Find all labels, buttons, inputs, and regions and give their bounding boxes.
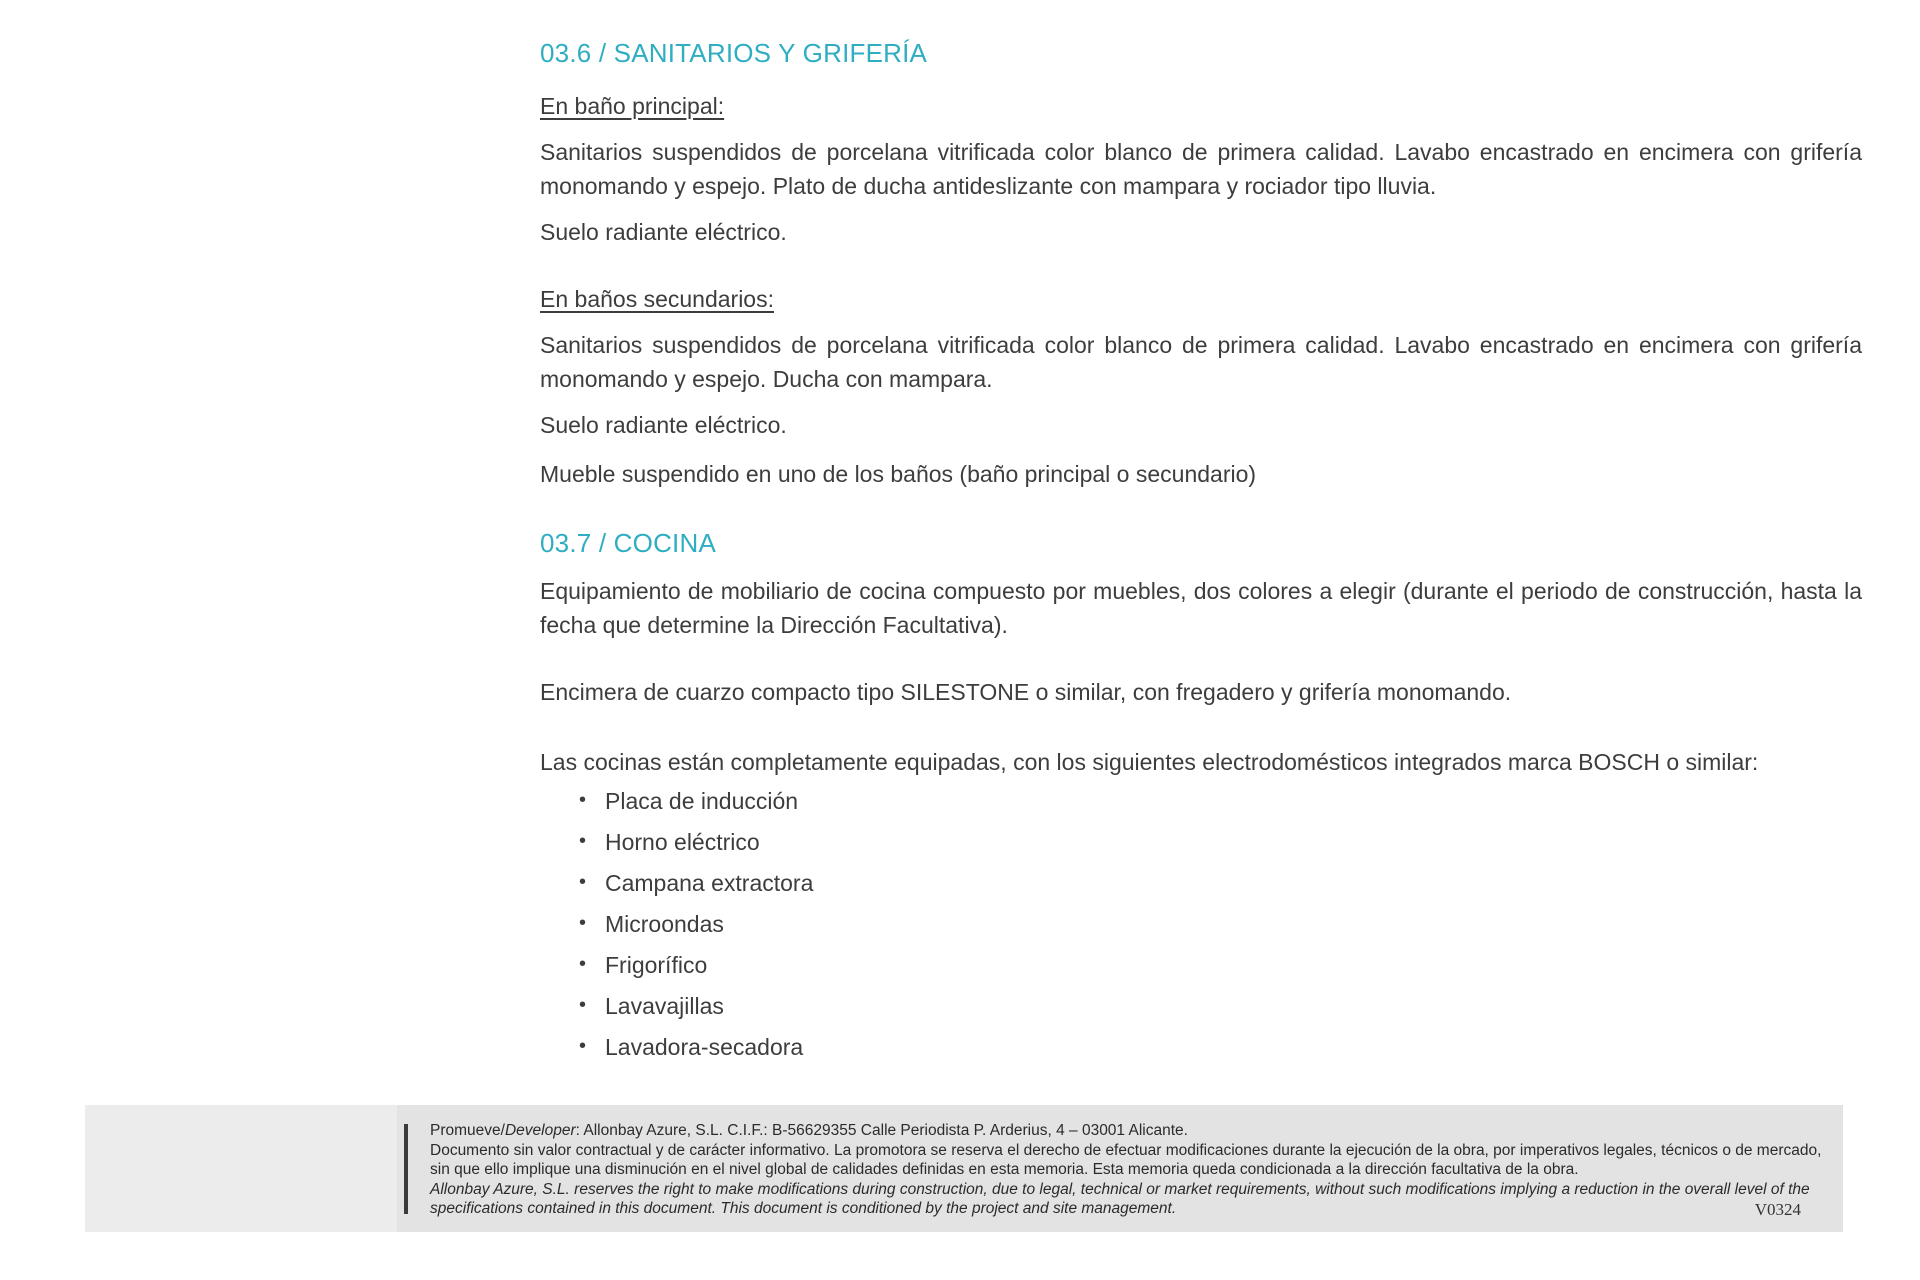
note-suelo-radiante-1: Suelo radiante eléctrico. [540, 219, 787, 245]
list-item-placa-induccion: • Placa de inducción [605, 786, 1862, 816]
footer-band [85, 1105, 1843, 1232]
paragraph-electrodomesticos: Las cocinas están completamente equipadas, con los siguientes electrodomésticos integrados marca BOSCH o similar: [540, 749, 1759, 775]
list-item-frigorifico: • Frigorífico [605, 950, 1862, 980]
note-suelo-radiante-2: Suelo radiante eléctrico. [540, 412, 787, 438]
footer-developer-italic: Developer [504, 1122, 576, 1139]
footer-developer-rest: : Allonbay Azure, S.L. C.I.F.: B-56629355 Calle Periodista P. Arderius, 4 – 03001 Alicante. [575, 1122, 1188, 1139]
document-version-label: V0324 [1754, 1200, 1801, 1219]
subheading-bano-principal: En baño principal: [540, 93, 725, 119]
list-item-lavadora-secadora: • Lavadora-secadora [605, 1032, 1862, 1062]
footer-legal-text [430, 1121, 1830, 1219]
section-heading-sanitarios: 03.6 / SANITARIOS Y GRIFERÍA [540, 38, 928, 68]
footer-developer-line [430, 1121, 1830, 1141]
list-item-microondas: • Microondas [605, 909, 1862, 939]
footer-developer-prefix: Promueve/ [430, 1122, 505, 1139]
footer-band-left-block [85, 1105, 397, 1232]
list-item-horno-electrico: • Horno eléctrico [605, 827, 1862, 857]
subheading-banos-secundarios: En baños secundarios: [540, 286, 774, 312]
footer-disclaimer-es: Documento sin valor contractual y de carácter informativo. La promotora se reserva el derecho de efectuar modificaciones durante la ejecución de la obra, por imperativos legales, técnicos o de mercado, sin que ello implique una disminución en el nivel global de calidades definidas en esta memoria. Esta memoria queda condicionada a la dirección facultativa de la obra. [430, 1141, 1822, 1178]
appliance-list [540, 786, 1862, 1062]
footer-divider-bar [404, 1124, 408, 1214]
footer-disclaimer-en: Allonbay Azure, S.L. reserves the right to make modifications during construction, due to legal, technical or market requirements, without such modifications implying a reduction in the overall level of the specifications contained in this document. This document is conditioned by the project and site management. [430, 1180, 1810, 1217]
note-mueble-suspendido: Mueble suspendido en uno de los baños (baño principal o secundario) [540, 461, 1257, 487]
paragraph-bano-principal: Sanitarios suspendidos de porcelana vitrificada color blanco de primera calidad. Lavabo encastrado en encimera con grifería monomando y espejo. Plato de ducha antideslizante con mampara y rociador tipo lluvia. [540, 139, 1862, 199]
list-item-campana-extractora: • Campana extractora [605, 868, 1862, 898]
paragraph-encimera: Encimera de cuarzo compacto tipo SILESTONE o similar, con fregadero y grifería monomando. [540, 679, 1512, 705]
paragraph-equipamiento: Equipamiento de mobiliario de cocina compuesto por muebles, dos colores a elegir (durante el periodo de construcción, hasta la fecha que determine la Dirección Facultativa). [540, 578, 1862, 638]
document-content [540, 38, 1862, 1073]
section-heading-cocina: 03.7 / COCINA [540, 528, 716, 558]
list-item-lavavajillas: • Lavavajillas [605, 991, 1862, 1021]
paragraph-banos-secundarios: Sanitarios suspendidos de porcelana vitrificada color blanco de primera calidad. Lavabo encastrado en encimera con grifería monomando y espejo. Ducha con mampara. [540, 332, 1862, 392]
